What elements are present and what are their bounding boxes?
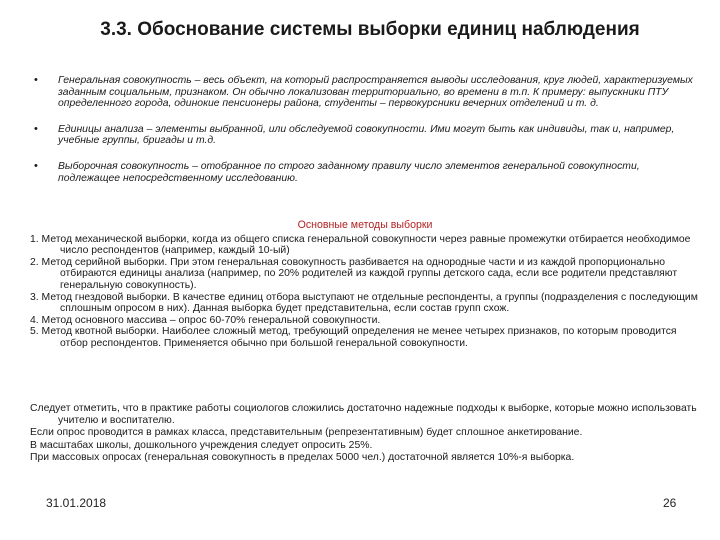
definition-text: – отобранное по строго заданному правилу число элементов генеральной совокупности, подлежащее непосредственному исследованию. [58, 160, 640, 184]
method-item: 2. Метод серийной выборки. При этом генеральная совокупность разбивается на однородные части и из каждой пропорционально отбираются единицы анализа (например, по 20% родителей из каждой группы детского сада, если все родители представляют генеральную совокупность). [30, 256, 678, 291]
definitions-list [34, 75, 694, 198]
definition-term: Единицы анализа [58, 123, 144, 135]
bullet-dot: • [34, 74, 38, 86]
method-item: 3. Метод гнездовой выборки. В качестве единиц отбора выступают не отдельные респонденты, а группы (подразделения с последующим сплошным опросом в них). Данная выборка будет представительна, если состав групп схож. [30, 291, 698, 315]
definition-text: – весь объект, на который распространяется выводы исследования, круг людей, характеризуемых заданным социальным, признаком. Он обычно локализован территориально, во времени в т.п. К примеру: выпускники ПТУ определенного города, одинокие пенсионеры района, студенты – первокурсники вечерних отделений и т. д. [58, 75, 693, 110]
definition-term: Выборочная совокупность [58, 160, 190, 172]
methods-heading: Основные методы выборки [297, 219, 433, 231]
definition-item [34, 75, 694, 110]
definition-item [34, 124, 694, 147]
notes-section [30, 403, 710, 465]
definition-text: – элементы выбранной, или обследуемой совокупности. Ими могут быть как индивиды, так и, например, учебные группы, бригады и т.д. [58, 123, 675, 147]
note-paragraph: Следует отметить, что в практике работы социологов сложились достаточно надежные подходы к выборке, которые можно использовать учителю и воспитателю. [30, 403, 697, 426]
bullet-dot: • [34, 159, 38, 172]
note-paragraph: Если опрос проводится в рамках класса, представительным (репрезентативным) будет сплошное анкетирование. [30, 427, 583, 439]
page-number: 26 [663, 496, 677, 510]
method-item: 1. Метод механической выборки, когда из общего списка генеральной совокупности через равные промежутки отбирается необходимое число респондентов (например, каждый 10-ый) [30, 233, 691, 257]
definition-item [34, 161, 694, 184]
bullet-dot: • [34, 122, 38, 135]
method-item: 5. Метод квотной выборки. Наиболее сложный метод, требующий определения не менее четырех признаков, по которым проводится отбор респондентов. Применяется обычно при большой генеральной совокупности. [30, 326, 677, 349]
method-item: 4. Метод основного массива – опрос 60-70% генеральной совокупности. [30, 314, 381, 326]
definition-term: Генеральная совокупность [58, 75, 192, 86]
methods-section [30, 220, 700, 350]
slide-title: 3.3. Обоснование системы выборки единиц наблюдения [100, 19, 640, 40]
note-paragraph: При массовых опросах (генеральная совокупность в пределах 5000 чел.) достаточной является 10%-я выборка. [30, 452, 575, 464]
note-paragraph: В масштабах школы, дошкольного учреждения следует опросить 25%. [30, 439, 373, 451]
footer-date: 31.01.2018 [46, 496, 107, 510]
